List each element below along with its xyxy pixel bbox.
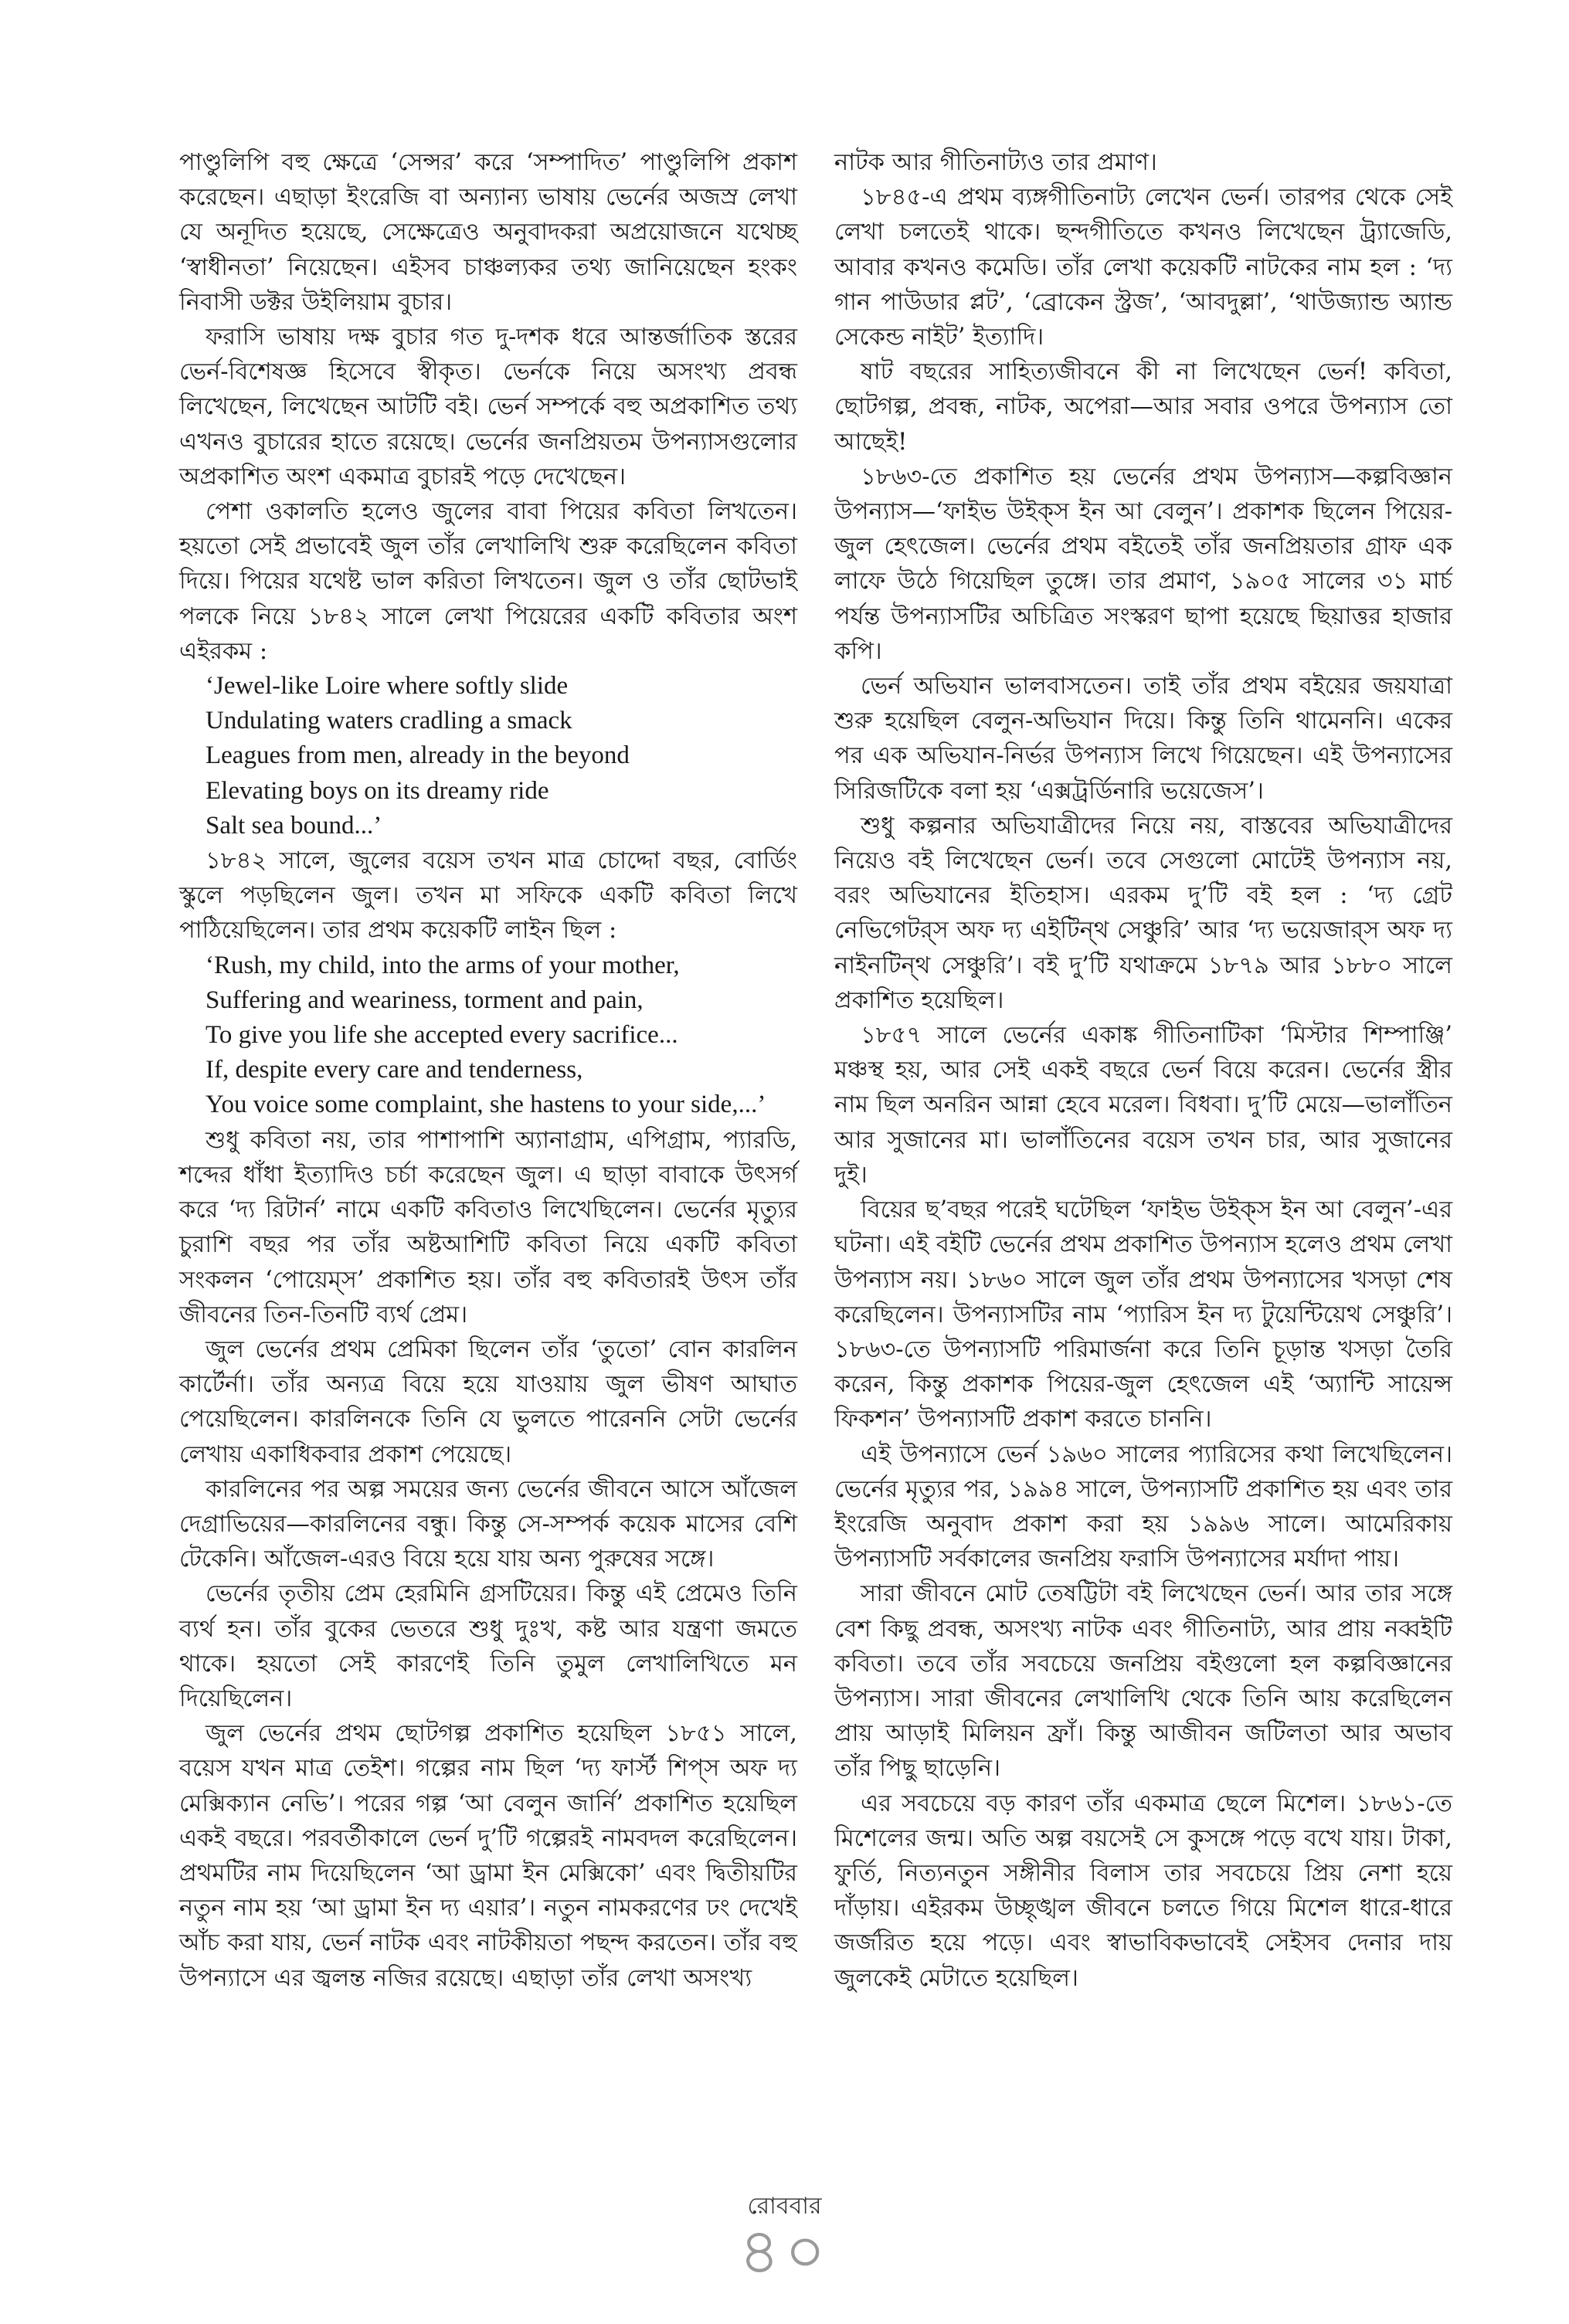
paragraph: পাণ্ডুলিপি বহু ক্ষেত্রে ‘সেন্সর’ করে ‘সম্পাদিত’ পাণ্ডুলিপি প্রকাশ করেছেন। এছাড়া ইংরেজি বা অন্যান্য ভাষায় ভের্নের অজস্র লেখা যে অনূদিত হয়েছে, সেক্ষেত্রেও অনুবাদকরা অপ্রয়োজনে যথেচ্ছ ‘স্বাধীনতা’ নিয়েছেন। এইসব চাঞ্চল্যকর তথ্য জানিয়েছেন হংকং নিবাসী ডক্টর উইলিয়াম বুচার। — [179, 149, 797, 316]
poem-line: Suffering and weariness, torment and pain, — [205, 986, 644, 1014]
paragraph: বিয়ের ছ’বছর পরেই ঘটেছিল ‘ফাইভ উইক্‌স ইন আ বেলুন’-এর ঘটনা। এই বইটি ভের্নের প্রথম প্রকাশিত উপন্যাস হলেও প্রথম লেখা উপন্যাস নয়। ১৮৬০ সালে জুল তাঁর প্রথম উপন্যাসের খসড়া শেষ করেছিলেন। উপন্যাসটির নাম ‘প্যারিস ইন দ্য টুয়েন্টিয়েথ সেঞ্চুরি’। ১৮৬৩-তে উপন্যাসটি পরিমার্জনা করে তিনি চূড়ান্ত খসড়া তৈরি করেন, কিন্তু প্রকাশক পিয়ের-জুল হেৎজেল এই ‘অ্যান্টি সায়েন্স ফিকশন’ উপন্যাসটি প্রকাশ করতে চাননি। — [834, 1196, 1452, 1433]
paragraph: ভের্নের তৃতীয় প্রেম হেরমিনি গ্রসটিয়ের। কিন্তু এই প্রেমেও তিনি ব্যর্থ হন। তাঁর বুকের ভেতরে শুধু দুঃখ, কষ্ট আর যন্ত্রণা জমতে থাকে। হয়তো সেই কারণেই তিনি তুমুল লেখালিখিতে মন দিয়েছিলেন। — [179, 1580, 797, 1712]
paragraph: এই উপন্যাসে ভের্ন ১৯৬০ সালের প্যারিসের কথা লিখেছিলেন। ভের্নের মৃত্যুর পর, ১৯৯৪ সালে, উপন্যাসটি প্রকাশিত হয় এবং তার ইংরেজি অনুবাদ প্রকাশ করা হয় ১৯৯৬ সালে। আমেরিকায় উপন্যাসটি সর্বকালের জনপ্রিয় ফরাসি উপন্যাসের মর্যাদা পায়। — [834, 1440, 1452, 1573]
poem-line: Salt sea bound...’ — [205, 811, 382, 840]
left-column — [179, 145, 797, 1996]
poem-line: You voice some complaint, she hastens to your side,...’ — [205, 1091, 766, 1119]
poem-line: If, despite every care and tenderness, — [205, 1056, 583, 1084]
paragraph: পেশা ওকালতি হলেও জুলের বাবা পিয়ের কবিতা লিখতেন। হয়তো সেই প্রভাবেই জুল তাঁর লেখালিখি শুরু করেছিলেন কবিতা দিয়ে। পিয়ের যথেষ্ট ভাল করিতা লিখতেন। জুল ও তাঁর ছোটভাই পলকে নিয়ে ১৮৪২ সালে লেখা পিয়েরের একটি কবিতার অংশ এইরকম : — [179, 498, 797, 665]
page-number: ৪০ — [739, 2215, 830, 2288]
poem-line: To give you life she accepted every sacrifice... — [205, 1021, 678, 1050]
paragraph: ভের্ন অভিযান ভালবাসতেন। তাই তাঁর প্রথম বইয়ের জয়যাত্রা শুরু হয়েছিল বেলুন-অভিযান দিয়ে। কিন্তু তিনি থামেননি। একের পর এক অভিযান-নির্ভর উপন্যাস লিখে গিয়েছেন। এই উপন্যাসের সিরিজটিকে বলা হয় ‘এক্সট্রর্ডিনারি ভয়েজেস’। — [834, 673, 1452, 805]
right-column — [834, 145, 1452, 1996]
paragraph: শুধু কল্পনার অভিযাত্রীদের নিয়ে নয়, বাস্তবের অভিযাত্রীদের নিয়েও বই লিখেছেন ভের্ন। তবে সেগুলো মোটেই উপন্যাস নয়, বরং অভিযানের ইতিহাস। এরকম দু’টি বই হল : ‘দ্য গ্রেট নেভিগেটর্‌স অফ দ্য এইটিন্‌থ সেঞ্চুরি’ আর ‘দ্য ভয়েজার্‌স অফ দ্য নাইনটিন্‌থ সেঞ্চুরি’। বই দু’টি যথাক্রমে ১৮৭৯ আর ১৮৮০ সালে প্রকাশিত হয়েছিল। — [834, 812, 1452, 1014]
poem-line: ‘Jewel-like Loire where softly slide — [205, 672, 569, 701]
magazine-name: রোববার — [747, 2193, 822, 2220]
paragraph: এর সবচেয়ে বড় কারণ তাঁর একমাত্র ছেলে মিশেল। ১৮৬১-তে মিশেলের জন্ম। অতি অল্প বয়সেই সে কুসঙ্গে পড়ে বখে যায়। টাকা, ফুর্তি, নিত্যনতুন সঙ্গীনীর বিলাস তার সবচেয়ে প্রিয় নেশা হয়ে দাঁড়ায়। এইরকম উচ্ছৃঙ্খল জীবনে চলতে গিয়ে মিশেল ধারে-ধারে জর্জরিত হয়ে পড়ে। এবং স্বাভাবিকভাবেই সেইসব দেনার দায় জুলকেই মেটাতে হয়েছিল। — [834, 1790, 1452, 1992]
poem-line: Undulating waters cradling a smack — [205, 707, 572, 735]
poem-excerpt — [179, 669, 797, 843]
paragraph: ফরাসি ভাষায় দক্ষ বুচার গত দু-দশক ধরে আন্তর্জাতিক স্তরের ভের্ন-বিশেষজ্ঞ হিসেবে স্বীকৃত। ভের্নকে নিয়ে অসংখ্য প্রবন্ধ লিখেছেন, লিখেছেন আটটি বই। ভের্ন সম্পর্কে বহু অপ্রকাশিত তথ্য এখনও বুচারের হাতে রয়েছে। ভের্নের জনপ্রিয়তম উপন্যাসগুলোর অপ্রকাশিত অংশ একমাত্র বুচারই পড়ে দেখেছেন। — [179, 324, 797, 490]
paragraph: নাটক আর গীতিনাট্যও তার প্রমাণ। — [834, 149, 1157, 176]
paragraph: কারলিনের পর অল্প সময়ের জন্য ভের্নের জীবনে আসে আঁজেল দেগ্রাভিয়ের—কারলিনের বন্ধু। কিন্তু সে-সম্পর্ক কয়েক মাসের বেশি টেকেনি। আঁজেল-এরও বিয়ে হয়ে যায় অন্য পুরুষের সঙ্গে। — [179, 1475, 797, 1573]
poem-line: ‘Rush, my child, into the arms of your mother, — [205, 951, 680, 979]
paragraph: জুল ভের্নের প্রথম প্রেমিকা ছিলেন তাঁর ‘তুতো’ বোন কারলিন কার্টের্না। তাঁর অন্যত্র বিয়ে হয়ে যাওয়ায় জুল ভীষণ আঘাত পেয়েছিলেন। কারলিনকে তিনি যে ভুলতে পারেননি সেটা ভের্নের লেখায় একাধিকবার প্রকাশ পেয়েছে। — [179, 1335, 797, 1468]
paragraph: ১৮৪২ সালে, জুলের বয়েস তখন মাত্র চোদ্দো বছর, বোর্ডিং স্কুলে পড়ছিলেন জুল। তখন মা সফিকে একটি কবিতা লিখে পাঠিয়েছিলেন। তার প্রথম কয়েকটি লাইন ছিল : — [179, 847, 797, 945]
paragraph: ১৮৬৩-তে প্রকাশিত হয় ভের্নের প্রথম উপন্যাস—কল্পবিজ্ঞান উপন্যাস—‘ফাইভ উইক্‌স ইন আ বেলুন’। প্রকাশক ছিলেন পিয়ের-জুল হেৎজেল। ভের্নের প্রথম বইতেই তাঁর জনপ্রিয়তার গ্রাফ এক লাফে উঠে গিয়েছিল তুঙ্গে। তার প্রমাণ, ১৯০৫ সালের ৩১ মার্চ পর্যন্ত উপন্যাসটির অচিত্রিত সংস্করণ ছাপা হয়েছে ছিয়াত্তর হাজার কপি। — [834, 463, 1452, 665]
poem-excerpt — [179, 948, 797, 1123]
paragraph: শুধু কবিতা নয়, তার পাশাপাশি অ্যানাগ্রাম, এপিগ্রাম, প্যারডি, শব্দের ধাঁধা ইত্যাদিও চর্চা করেছেন জুল। এ ছাড়া বাবাকে উৎসর্গ করে ‘দ্য রিটার্ন’ নামে একটি কবিতাও লিখেছিলেন। ভের্নের মৃত্যুর চুরাশি বছর পর তাঁর অষ্টআশিটি কবিতা নিয়ে একটি কবিতা সংকলন ‘পোয়েম্‌স’ প্রকাশিত হয়। তাঁর বহু কবিতারই উৎস তাঁর জীবনের তিন-তিনটি ব্যর্থ প্রেম। — [179, 1126, 797, 1328]
poem-line: Leagues from men, already in the beyond — [205, 741, 630, 770]
paragraph: সারা জীবনে মোট তেষট্টিটা বই লিখেছেন ভের্ন। আর তার সঙ্গে বেশ কিছু প্রবন্ধ, অসংখ্য নাটক এবং গীতিনাট্য, আর প্রায় নব্বইটি কবিতা। তবে তাঁর সবচেয়ে জনপ্রিয় বইগুলো হল কল্পবিজ্ঞানের উপন্যাস। সারা জীবনের লেখালিখি থেকে তিনি আয় করেছিলেন প্রায় আড়াই মিলিয়ন ফ্রাঁ। কিন্তু আজীবন জটিলতা আর অভাব তাঁর পিছু ছাড়েনি। — [834, 1580, 1452, 1783]
paragraph: ষাট বছরের সাহিত্যজীবনে কী না লিখেছেন ভের্ন! কবিতা, ছোটগল্প, প্রবন্ধ, নাটক, অপেরা—আর সবার ওপরে উপন্যাস তো আছেই! — [834, 358, 1452, 456]
paragraph: ১৮৫৭ সালে ভের্নের একাঙ্ক গীতিনাটিকা ‘মিস্টার শিম্পাঞ্জি’ মঞ্চস্থ হয়, আর সেই একই বছরে ভের্ন বিয়ে করেন। ভের্নের স্ত্রীর নাম ছিল অনরিন আন্না হেবে মরেল। বিধবা। দু’টি মেয়ে—ভালাঁতিন আর সুজানের মা। ভালাঁতিনের বয়েস তখন চার, আর সুজানের দুই। — [834, 1022, 1452, 1189]
paragraph: ১৮৪৫-এ প্রথম ব্যঙ্গগীতিনাট্য লেখেন ভের্ন। তারপর থেকে সেই লেখা চলতেই থাকে। ছন্দগীতিতে কখনও লিখেছেন ট্র্যাজেডি, আবার কখনও কমেডি। তাঁর লেখা কয়েকটি নাটকের নাম হল : ‘দ্য গান পাউডার প্লট’, ‘ব্রোকেন স্ট্রজ’, ‘আবদুল্লা’, ‘থাউজ্যান্ড অ্যান্ড সেকেন্ড নাইট’ ইত্যাদি। — [834, 184, 1452, 351]
paragraph: জুল ভের্নের প্রথম ছোটগল্প প্রকাশিত হয়েছিল ১৮৫১ সালে, বয়েস যখন মাত্র তেইশ। গল্পের নাম ছিল ‘দ্য ফার্স্ট শিপ্‌স অফ দ্য মেক্সিক্যান নেভি’। পরের গল্প ‘আ বেলুন জার্নি’ প্রকাশিত হয়েছিল একই বছরে। পরবর্তীকালে ভের্ন দু’টি গল্পেরই নামবদল করেছিলেন। প্রথমটির নাম দিয়েছিলেন ‘আ ড্রামা ইন মেক্সিকো’ এবং দ্বিতীয়টির নতুন নাম হয় ‘আ ড্রামা ইন দ্য এয়ার’। নতুন নামকরণের ঢং দেখেই আঁচ করা যায়, ভের্ন নাটক এবং নাটকীয়তা পছন্দ করতেন। তাঁর বহু উপন্যাসে এর জ্বলন্ত নজির রয়েছে। এছাড়া তাঁর লেখা অসংখ্য — [179, 1720, 797, 1992]
poem-line: Elevating boys on its dreamy ride — [205, 776, 549, 805]
